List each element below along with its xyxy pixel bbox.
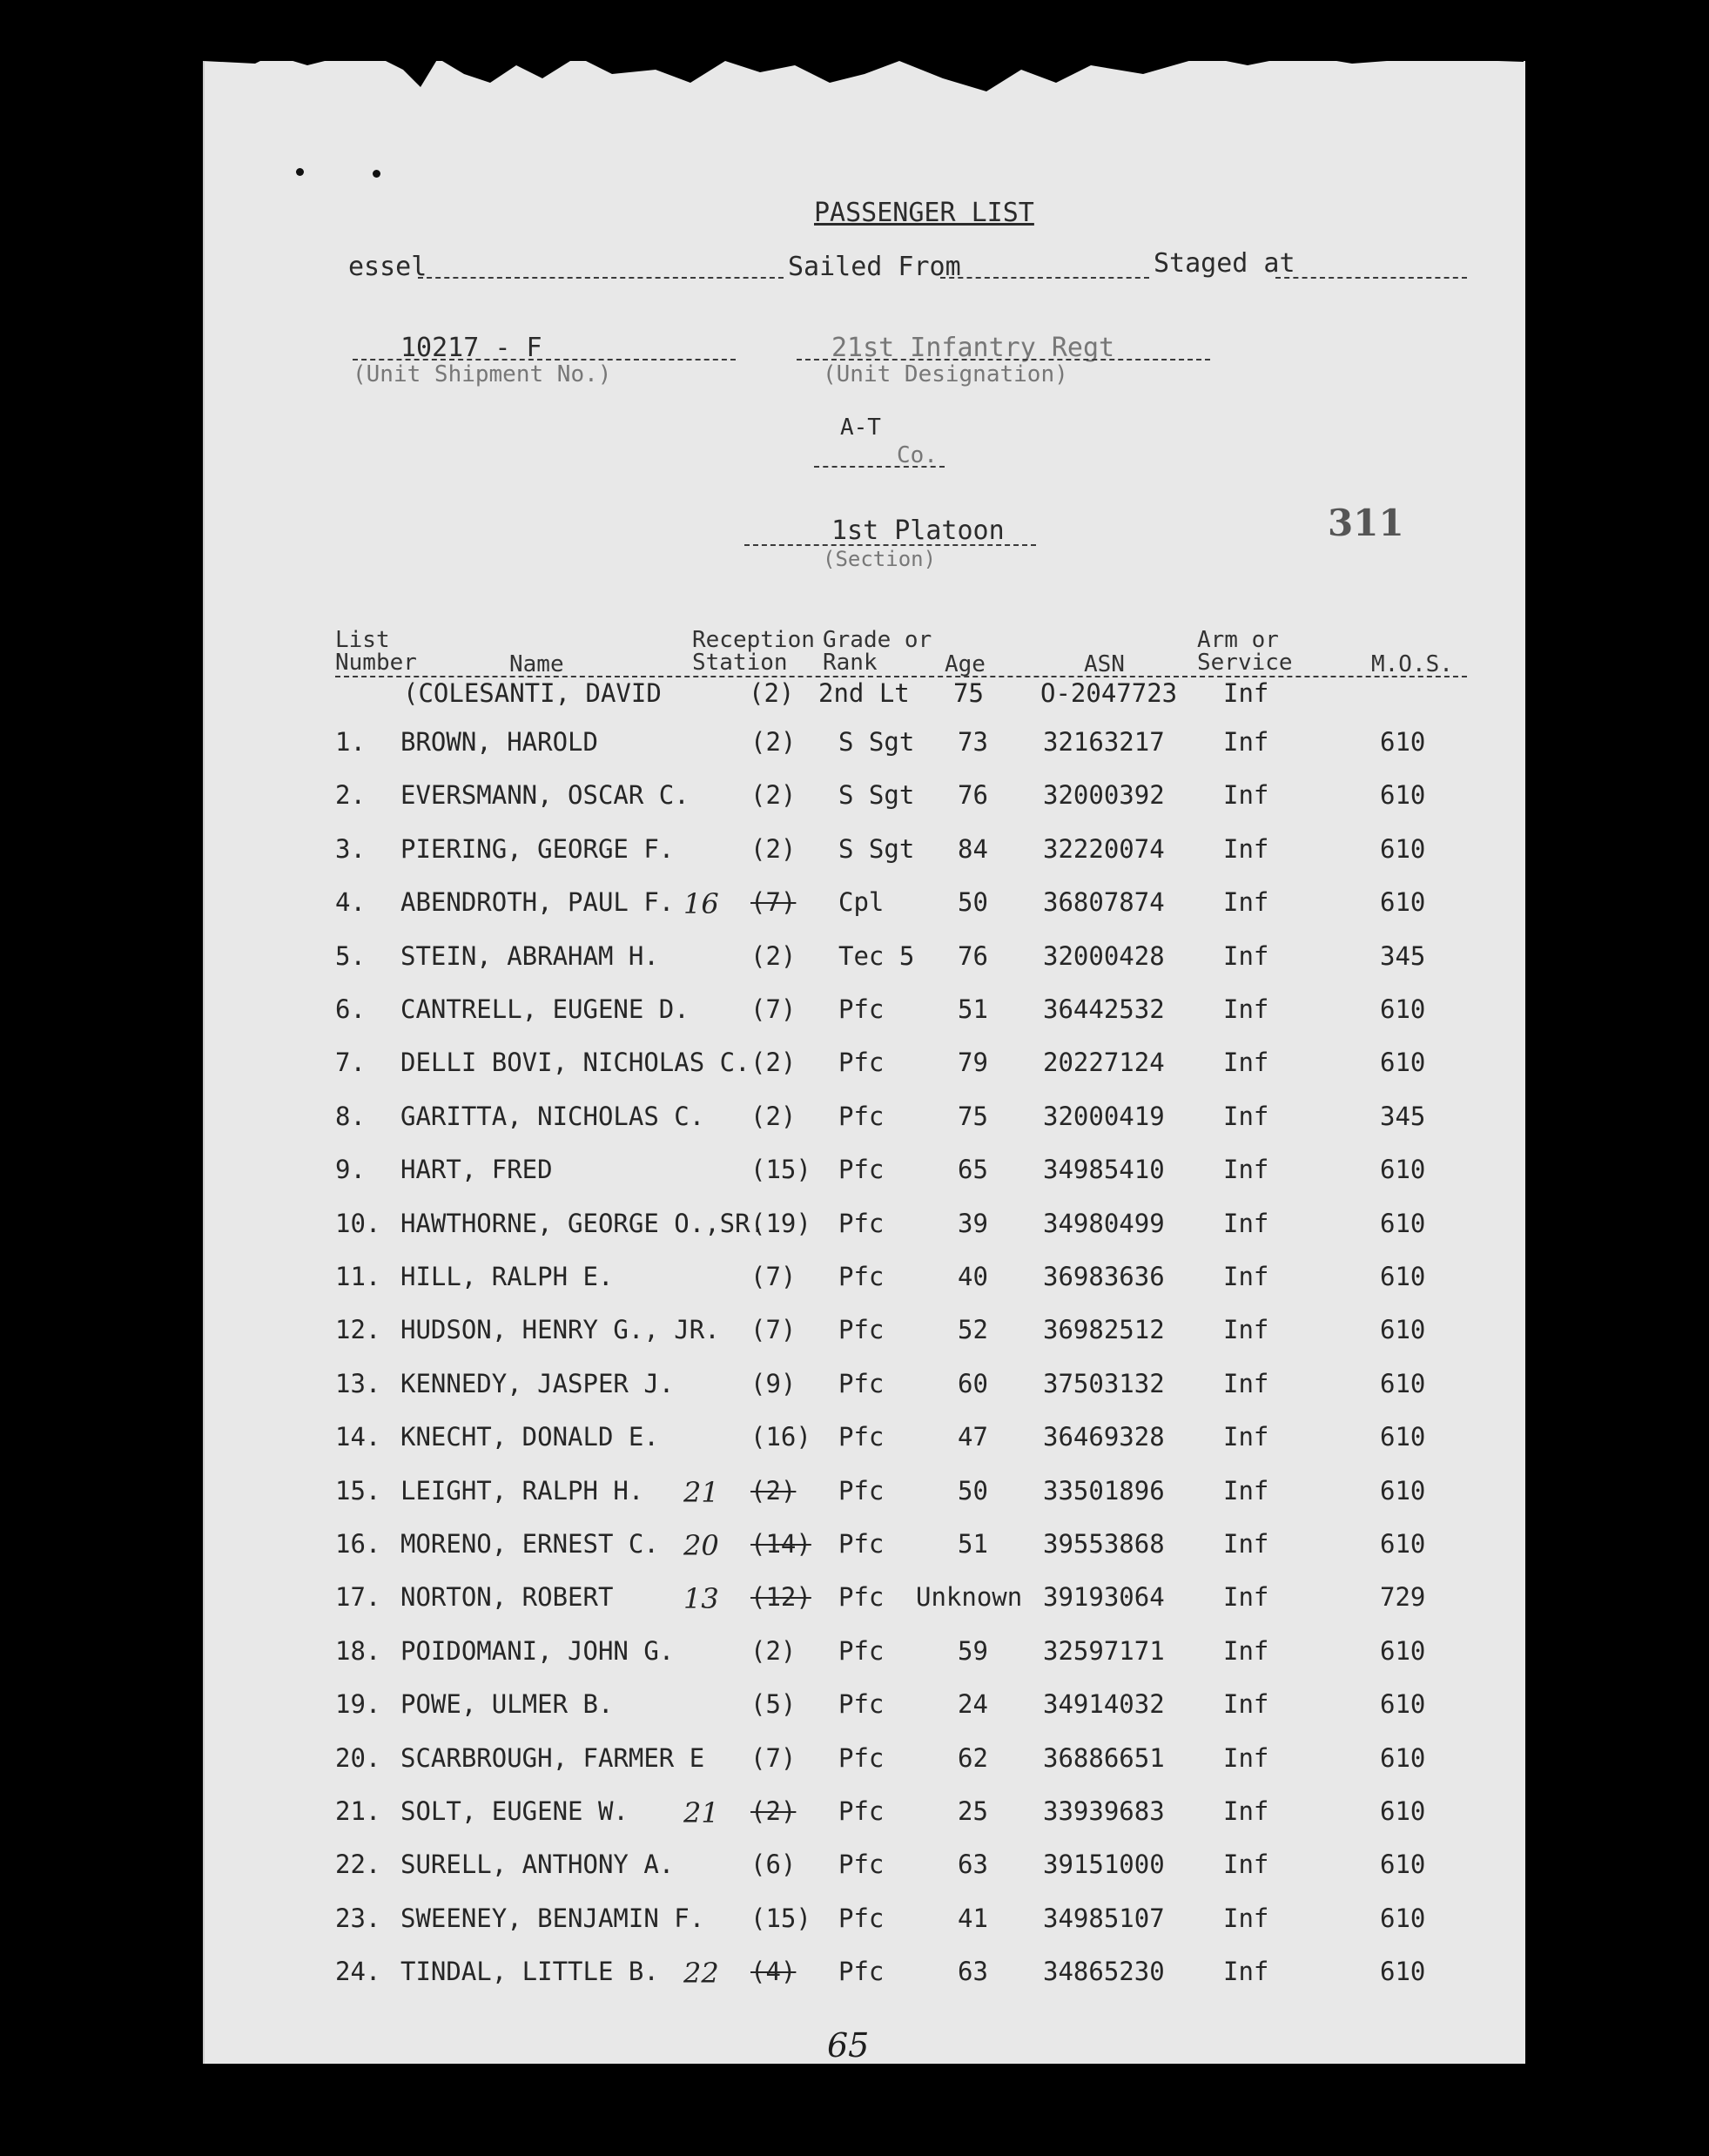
row-number: 6.	[335, 994, 366, 1024]
col-name: Name	[509, 651, 564, 677]
sailed-from-label: Sailed From	[788, 252, 961, 282]
mos: 610	[1380, 1529, 1426, 1559]
reception-station: (2)	[750, 727, 797, 757]
asn: 32220074	[1043, 833, 1165, 864]
asn: 36983636	[1043, 1262, 1165, 1291]
row-number: 10.	[335, 1208, 381, 1238]
asn: 36982512	[1043, 1315, 1165, 1345]
mos: 610	[1380, 1742, 1426, 1773]
arm-or-service: Inf	[1223, 833, 1269, 864]
age: 59	[958, 1635, 988, 1666]
unit-shipment-no: 10217 - F	[400, 333, 542, 363]
row-number: 1.	[335, 727, 366, 757]
passenger-name: GARITTA, NICHOLAS C.	[400, 1101, 705, 1131]
reception-station: (16)	[750, 1422, 811, 1452]
table-row	[0, 1742, 1709, 1775]
reception-station: (7)	[750, 994, 797, 1024]
reception-station: (19)	[750, 1208, 811, 1238]
row-number: 20.	[335, 1742, 381, 1773]
grade: Pfc	[838, 1849, 885, 1880]
header-rule	[335, 676, 1467, 677]
col-asn: ASN	[1084, 651, 1125, 677]
platoon-line	[744, 544, 1036, 546]
passenger-name: PIERING, GEORGE F.	[400, 833, 675, 864]
passenger-name: POWE, ULMER B.	[400, 1689, 614, 1720]
passenger-name: SURELL, ANTHONY A.	[400, 1849, 675, 1880]
mos: 610	[1380, 994, 1426, 1024]
footer-handwritten-note: 65	[827, 2026, 870, 2065]
grade: Pfc	[838, 1529, 885, 1559]
table-row	[0, 1959, 1709, 1989]
table-row	[0, 727, 1709, 759]
staged-at-label: Staged at	[1154, 248, 1295, 279]
page-title: PASSENGER LIST	[814, 198, 1034, 228]
handwritten-note: 13	[683, 1582, 719, 1616]
mos: 610	[1380, 833, 1426, 864]
asn: 34985410	[1043, 1155, 1165, 1185]
row-number: 14.	[335, 1422, 381, 1452]
reception-station: (14)	[750, 1529, 811, 1559]
age: 50	[958, 887, 988, 918]
officer-asn: O-2047723	[1040, 678, 1178, 708]
mos: 610	[1380, 1155, 1426, 1185]
row-number: 7.	[335, 1048, 366, 1078]
arm-or-service: Inf	[1223, 1208, 1269, 1238]
row-number: 12.	[335, 1315, 381, 1345]
table-row	[0, 994, 1709, 1027]
row-number: 21.	[335, 1796, 381, 1826]
grade: Pfc	[838, 1315, 885, 1345]
grade: Pfc	[838, 1582, 885, 1613]
passenger-name: LEIGHT, RALPH H.	[400, 1475, 644, 1506]
table-row	[0, 1368, 1709, 1401]
row-number: 4.	[335, 887, 366, 918]
arm-or-service: Inf	[1223, 1048, 1269, 1078]
table-row	[0, 1582, 1709, 1616]
company-code: A-T	[840, 414, 881, 441]
grade: Pfc	[838, 1101, 885, 1131]
age: 47	[958, 1422, 988, 1452]
asn: 36469328	[1043, 1422, 1165, 1452]
asn: 37503132	[1043, 1368, 1165, 1398]
mos: 610	[1380, 1208, 1426, 1238]
mos: 610	[1380, 1849, 1426, 1880]
asn: 20227124	[1043, 1048, 1165, 1078]
reception-station: (7)	[750, 1742, 797, 1773]
asn: 34865230	[1043, 1957, 1165, 1987]
arm-or-service: Inf	[1223, 1155, 1269, 1185]
grade: S Sgt	[838, 727, 915, 757]
officer-age: 75	[953, 678, 984, 708]
grade: S Sgt	[838, 833, 915, 864]
asn: 32000392	[1043, 780, 1165, 811]
mos: 610	[1380, 1635, 1426, 1666]
arm-or-service: Inf	[1223, 994, 1269, 1024]
reception-station: (6)	[750, 1849, 797, 1880]
reception-station: (2)	[750, 1475, 797, 1506]
table-row	[0, 1635, 1709, 1668]
table-row	[0, 1796, 1709, 1829]
grade: Pfc	[838, 1957, 885, 1987]
passenger-name: NORTON, ROBERT	[400, 1582, 614, 1613]
table-row	[0, 1689, 1709, 1721]
mos: 729	[1380, 1582, 1426, 1613]
asn: 33939683	[1043, 1796, 1165, 1826]
page-number: 311	[1328, 502, 1404, 544]
vessel-line	[418, 277, 784, 279]
mos: 610	[1380, 780, 1426, 811]
handwritten-note: 20	[683, 1529, 719, 1562]
reception-station: (15)	[750, 1903, 811, 1933]
row-number: 19.	[335, 1689, 381, 1720]
handwritten-note: 16	[683, 887, 719, 921]
arm-or-service: Inf	[1223, 1689, 1269, 1720]
unit-designation-line	[797, 359, 1210, 360]
reception-station: (2)	[750, 780, 797, 811]
mos: 610	[1380, 1368, 1426, 1398]
company: Co.	[897, 442, 938, 468]
reception-station: (12)	[750, 1582, 811, 1613]
passenger-name: ABENDROTH, PAUL F.	[400, 887, 675, 918]
arm-or-service: Inf	[1223, 1742, 1269, 1773]
col-mos: M.O.S.	[1371, 651, 1453, 677]
grade: S Sgt	[838, 780, 915, 811]
age: 76	[958, 940, 988, 971]
grade: Cpl	[838, 887, 885, 918]
age: 63	[958, 1957, 988, 1987]
handwritten-note: 21	[683, 1796, 719, 1829]
passenger-name: TINDAL, LITTLE B.	[400, 1957, 659, 1987]
grade: Pfc	[838, 994, 885, 1024]
passenger-name: HUDSON, HENRY G., JR.	[400, 1315, 720, 1345]
arm-or-service: Inf	[1223, 940, 1269, 971]
staged-at-line	[1275, 277, 1467, 279]
sailed-from-line	[940, 277, 1149, 279]
mos: 610	[1380, 1796, 1426, 1826]
company-line	[814, 466, 945, 468]
reception-station: (5)	[750, 1689, 797, 1720]
platoon-caption: (Section)	[823, 547, 937, 571]
table-row	[0, 1208, 1709, 1241]
officer-station: (2)	[749, 678, 795, 708]
officer-grade: 2nd Lt	[818, 678, 910, 708]
arm-or-service: Inf	[1223, 1368, 1269, 1398]
table-row	[0, 1422, 1709, 1454]
passenger-name: KENNEDY, JASPER J.	[400, 1368, 675, 1398]
handwritten-note: 22	[683, 1957, 719, 1991]
mos: 610	[1380, 1475, 1426, 1506]
age: 63	[958, 1849, 988, 1880]
officer-name: (COLESANTI, DAVID	[403, 678, 662, 708]
age: 25	[958, 1796, 988, 1826]
table-row	[0, 1849, 1709, 1882]
passenger-name: CANTRELL, EUGENE D.	[400, 994, 690, 1024]
vessel-label: essel	[348, 252, 427, 282]
grade: Pfc	[838, 1742, 885, 1773]
table-row	[0, 1050, 1709, 1080]
row-number: 18.	[335, 1635, 381, 1666]
asn: 36886651	[1043, 1742, 1165, 1773]
passenger-name: HILL, RALPH E.	[400, 1262, 614, 1291]
age: 65	[958, 1155, 988, 1185]
arm-or-service: Inf	[1223, 1475, 1269, 1506]
arm-or-service: Inf	[1223, 1315, 1269, 1345]
mos: 610	[1380, 1422, 1426, 1452]
row-number: 16.	[335, 1529, 381, 1559]
arm-or-service: Inf	[1223, 1529, 1269, 1559]
reception-station: (7)	[750, 1315, 797, 1345]
platoon: 1st Platoon	[831, 515, 1005, 546]
row-number: 11.	[335, 1262, 381, 1291]
mos: 345	[1380, 940, 1426, 971]
reception-station: (2)	[750, 1048, 797, 1078]
passenger-name: SCARBROUGH, FARMER E	[400, 1742, 705, 1773]
reception-station: (2)	[750, 1101, 797, 1131]
table-row	[0, 833, 1709, 866]
grade: Pfc	[838, 1475, 885, 1506]
age: 79	[958, 1048, 988, 1078]
asn: 34985107	[1043, 1903, 1165, 1933]
arm-or-service: Inf	[1223, 1422, 1269, 1452]
arm-or-service: Inf	[1223, 1903, 1269, 1933]
unit-shipment-caption: (Unit Shipment No.)	[353, 361, 612, 387]
row-number: 3.	[335, 833, 366, 864]
age: 73	[958, 727, 988, 757]
age: 51	[958, 1529, 988, 1559]
reception-station: (2)	[750, 940, 797, 971]
asn: 39193064	[1043, 1582, 1165, 1613]
col-reception-station: Reception Station	[692, 627, 815, 676]
passenger-name: EVERSMANN, OSCAR C.	[400, 780, 690, 811]
table-row	[0, 1529, 1709, 1562]
punch-hole	[373, 170, 380, 178]
mos: 345	[1380, 1101, 1426, 1131]
row-number: 5.	[335, 940, 366, 971]
asn: 33501896	[1043, 1475, 1165, 1506]
reception-station: (15)	[750, 1155, 811, 1185]
asn: 32597171	[1043, 1635, 1165, 1666]
row-number: 24.	[335, 1957, 381, 1987]
grade: Pfc	[838, 1796, 885, 1826]
arm-or-service: Inf	[1223, 1796, 1269, 1826]
arm-or-service: Inf	[1223, 1262, 1269, 1291]
row-number: 23.	[335, 1903, 381, 1933]
reception-station: (2)	[750, 833, 797, 864]
grade: Pfc	[838, 1635, 885, 1666]
reception-station: (2)	[750, 1796, 797, 1826]
age: Unknown	[916, 1582, 1023, 1613]
col-list-number: List Number	[335, 627, 417, 676]
mos: 610	[1380, 727, 1426, 757]
table-row	[0, 940, 1709, 974]
unit-designation-caption: (Unit Designation)	[823, 361, 1068, 387]
age: 24	[958, 1689, 988, 1720]
mos: 610	[1380, 887, 1426, 918]
mos: 610	[1380, 1048, 1426, 1078]
passenger-name: MORENO, ERNEST C.	[400, 1529, 659, 1559]
asn: 39151000	[1043, 1849, 1165, 1880]
table-row	[0, 1101, 1709, 1134]
passenger-name: STEIN, ABRAHAM H.	[400, 940, 659, 971]
age: 75	[958, 1101, 988, 1131]
grade: Pfc	[838, 1155, 885, 1185]
row-number: 15.	[335, 1475, 381, 1506]
age: 84	[958, 833, 988, 864]
grade: Pfc	[838, 1262, 885, 1291]
mos: 610	[1380, 1903, 1426, 1933]
passenger-name: HAWTHORNE, GEORGE O.,SR.	[400, 1208, 766, 1238]
age: 50	[958, 1475, 988, 1506]
arm-or-service: Inf	[1223, 1635, 1269, 1666]
grade: Pfc	[838, 1903, 885, 1933]
mos: 610	[1380, 1262, 1426, 1291]
asn: 36807874	[1043, 887, 1165, 918]
age: 40	[958, 1262, 988, 1291]
col-age: Age	[945, 651, 986, 677]
age: 39	[958, 1208, 988, 1238]
table-row	[0, 1157, 1709, 1187]
asn: 39553868	[1043, 1529, 1165, 1559]
row-number: 9.	[335, 1155, 366, 1185]
grade: Pfc	[838, 1368, 885, 1398]
passenger-name: BROWN, HAROLD	[400, 727, 598, 757]
col-arm: Arm or Service	[1197, 627, 1293, 676]
unit-designation: 21st Infantry Regt	[831, 333, 1115, 363]
grade: Pfc	[838, 1422, 885, 1452]
age: 51	[958, 994, 988, 1024]
row-number: 13.	[335, 1368, 381, 1398]
arm-or-service: Inf	[1223, 887, 1269, 918]
reception-station: (2)	[750, 1635, 797, 1666]
mos: 610	[1380, 1689, 1426, 1720]
table-row	[0, 1475, 1709, 1509]
grade: Tec 5	[838, 940, 915, 971]
grade: Pfc	[838, 1689, 885, 1720]
asn: 32000428	[1043, 940, 1165, 971]
passenger-name: HART, FRED	[400, 1155, 553, 1185]
passenger-name: KNECHT, DONALD E.	[400, 1422, 659, 1452]
asn: 32000419	[1043, 1101, 1165, 1131]
arm-or-service: Inf	[1223, 1957, 1269, 1987]
table-row	[0, 780, 1709, 812]
arm-or-service: Inf	[1223, 780, 1269, 811]
arm-or-service: Inf	[1223, 727, 1269, 757]
passenger-name: POIDOMANI, JOHN G.	[400, 1635, 675, 1666]
reception-station: (9)	[750, 1368, 797, 1398]
asn: 36442532	[1043, 994, 1165, 1024]
asn: 34980499	[1043, 1208, 1165, 1238]
row-number: 17.	[335, 1582, 381, 1613]
grade: Pfc	[838, 1208, 885, 1238]
col-grade: Grade or Rank	[823, 627, 932, 676]
age: 62	[958, 1742, 988, 1773]
punch-hole	[296, 168, 304, 176]
arm-or-service: Inf	[1223, 1582, 1269, 1613]
row-number: 2.	[335, 780, 366, 811]
age: 52	[958, 1315, 988, 1345]
row-number: 8.	[335, 1101, 366, 1131]
reception-station: (7)	[750, 887, 797, 918]
unit-shipment-line	[353, 359, 736, 360]
arm-or-service: Inf	[1223, 1101, 1269, 1131]
asn: 34914032	[1043, 1689, 1165, 1720]
table-row	[0, 1903, 1709, 1936]
officer-row	[0, 678, 1709, 711]
row-number: 22.	[335, 1849, 381, 1880]
table-row	[0, 1264, 1709, 1294]
table-row	[0, 1317, 1709, 1347]
mos: 610	[1380, 1315, 1426, 1345]
passenger-name: SWEENEY, BENJAMIN F.	[400, 1903, 705, 1933]
age: 76	[958, 780, 988, 811]
reception-station: (7)	[750, 1262, 797, 1291]
reception-station: (4)	[750, 1957, 797, 1987]
mos: 610	[1380, 1957, 1426, 1987]
asn: 32163217	[1043, 727, 1165, 757]
table-row	[0, 887, 1709, 921]
handwritten-note: 21	[683, 1475, 719, 1509]
passenger-name: SOLT, EUGENE W.	[400, 1796, 629, 1826]
passenger-name: DELLI BOVI, NICHOLAS C.	[400, 1048, 750, 1078]
age: 60	[958, 1368, 988, 1398]
officer-arm: Inf	[1223, 678, 1269, 708]
grade: Pfc	[838, 1048, 885, 1078]
arm-or-service: Inf	[1223, 1849, 1269, 1880]
torn-edge	[203, 48, 1524, 100]
age: 41	[958, 1903, 988, 1933]
